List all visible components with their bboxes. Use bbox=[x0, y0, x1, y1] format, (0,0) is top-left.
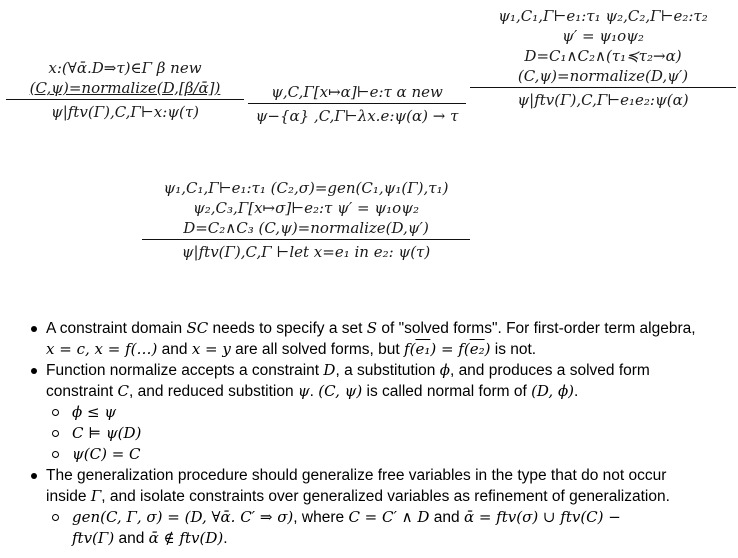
math: ϕ ≤ ψ bbox=[72, 403, 117, 421]
math: ψ bbox=[297, 382, 310, 400]
rule-app-premise-2: ψ′ = ψ₁oψ₂ bbox=[562, 27, 644, 45]
math: C ⊨ ψ(D) bbox=[72, 424, 142, 442]
rule-app-conclusion: ψ|ftv(Γ),C,Γ⊢e₁e₂:ψ(α) bbox=[517, 91, 689, 109]
rule-abs-conclusion: ψ−{α} ,C,Γ⊢λx.e:ψ(α) → τ bbox=[255, 107, 459, 125]
rule-let-premise-2: ψ₂,C₃,Γ[x↦σ]⊢e₂:τ ψ′ = ψ₁oψ₂ bbox=[193, 199, 419, 217]
text: , and reduced substition bbox=[129, 383, 298, 400]
math: SC bbox=[186, 319, 209, 337]
math: ) bbox=[484, 340, 491, 358]
bullet-solved-forms-line-2 bbox=[46, 339, 734, 360]
notes-list bbox=[28, 318, 734, 549]
text: inside bbox=[46, 488, 91, 505]
rule-var-conclusion: ψ|ftv(Γ),C,Γ⊢x:ψ(τ) bbox=[50, 103, 200, 121]
math: x = c, x = f(…) bbox=[46, 340, 158, 358]
text: is called normal form of bbox=[362, 383, 532, 400]
rule-app-divider bbox=[470, 87, 736, 88]
text: of "solved forms". For first-order term algebra, bbox=[377, 320, 696, 337]
text: and bbox=[429, 509, 464, 526]
rule-abs-premise: ψ,C,Γ[x↦α]⊢e:τ α new bbox=[271, 83, 443, 101]
math-overline: e₂ bbox=[469, 340, 485, 358]
text: . bbox=[574, 383, 579, 400]
rule-let-divider bbox=[142, 239, 470, 240]
text: , and isolate constraints over generalized variables as refinement of generalization. bbox=[101, 488, 670, 505]
math: x = y bbox=[191, 340, 231, 358]
math: gen(C, Γ, σ) = (D, ∀ᾱ. C′ ⇒ σ) bbox=[72, 508, 294, 526]
math: S bbox=[366, 319, 378, 337]
math: Γ bbox=[90, 487, 102, 505]
text: , and produces a solved form bbox=[449, 362, 650, 379]
math: (D, ϕ) bbox=[531, 382, 575, 400]
text: and bbox=[114, 530, 149, 547]
math: C = C′ ∧ D bbox=[348, 508, 430, 526]
bullet-generalization bbox=[28, 465, 734, 507]
rule-var-premise-2: (C,ψ)=normalize(D,[β/ᾱ]) bbox=[29, 79, 221, 97]
sub-bullet-1 bbox=[28, 402, 734, 423]
bullet-solved-forms-line-1 bbox=[46, 318, 734, 339]
sub-bullet-gen-line-2 bbox=[72, 528, 734, 549]
sub-bullet-2 bbox=[28, 423, 734, 444]
math: ᾱ = ftv(σ) ∪ ftv(C) − bbox=[463, 508, 621, 526]
sub-bullet-gen-line-1 bbox=[72, 507, 734, 528]
text: . bbox=[309, 383, 319, 400]
rule-let-conclusion: ψ|ftv(Γ),C,Γ ⊢let x=e₁ in e₂: ψ(τ) bbox=[181, 243, 431, 261]
bullet-generalization-line-1: The generalization procedure should generalize free variables in the type that do not occur bbox=[46, 467, 667, 484]
math: ϕ bbox=[439, 361, 450, 379]
rule-app-premise-4: (C,ψ)=normalize(D,ψ′) bbox=[517, 67, 689, 85]
rule-var-divider bbox=[6, 99, 244, 100]
bullet-normalize-line-1 bbox=[46, 360, 734, 381]
text: . bbox=[223, 530, 228, 547]
bullet-normalize-line-2 bbox=[46, 381, 734, 402]
rule-abs-divider bbox=[248, 103, 466, 104]
rule-app bbox=[470, 6, 736, 110]
sub-bullet-3 bbox=[28, 444, 734, 465]
bullet-solved-forms bbox=[28, 318, 734, 360]
text: needs to specify a set bbox=[208, 320, 367, 337]
bullet-generalization-line-2 bbox=[46, 486, 734, 507]
text: are all solved forms, but bbox=[230, 341, 405, 358]
math: D bbox=[323, 361, 336, 379]
math-overline: e₁ bbox=[415, 340, 431, 358]
math: (C, ψ) bbox=[318, 382, 363, 400]
math: ) = f( bbox=[430, 340, 470, 358]
text: , a substitution bbox=[335, 362, 440, 379]
text: Function normalize accepts a constraint bbox=[46, 362, 324, 379]
rule-let-premise-3: D=C₂∧C₃ (C,ψ)=normalize(D,ψ′) bbox=[183, 219, 429, 237]
math: C bbox=[117, 382, 129, 400]
rule-var-premise-1: x:(∀ᾱ.D⇒τ)∈Γ β new bbox=[48, 59, 202, 77]
math: ftv(Γ) bbox=[72, 529, 115, 547]
bullet-normalize bbox=[28, 360, 734, 402]
text: is not. bbox=[490, 341, 537, 358]
rule-app-premise-3: D=C₁∧C₂∧(τ₁≼τ₂→α) bbox=[524, 47, 682, 65]
sub-bullet-gen bbox=[28, 507, 734, 549]
text: constraint bbox=[46, 383, 118, 400]
rule-let bbox=[142, 178, 470, 262]
math: ᾱ ∉ ftv(D) bbox=[148, 529, 224, 547]
rule-let-premise-1: ψ₁,C₁,Γ⊢e₁:τ₁ (C₂,σ)=gen(C₁,ψ₁(Γ),τ₁) bbox=[163, 179, 449, 197]
math: f( bbox=[404, 340, 416, 358]
rule-abs bbox=[248, 82, 466, 126]
text: , where bbox=[293, 509, 349, 526]
text: A constraint domain bbox=[46, 320, 187, 337]
rule-var bbox=[6, 58, 244, 122]
rule-app-premise-1: ψ₁,C₁,Γ⊢e₁:τ₁ ψ₂,C₂,Γ⊢e₂:τ₂ bbox=[498, 7, 708, 25]
math: ψ(C) = C bbox=[72, 445, 141, 463]
text: and bbox=[157, 341, 192, 358]
